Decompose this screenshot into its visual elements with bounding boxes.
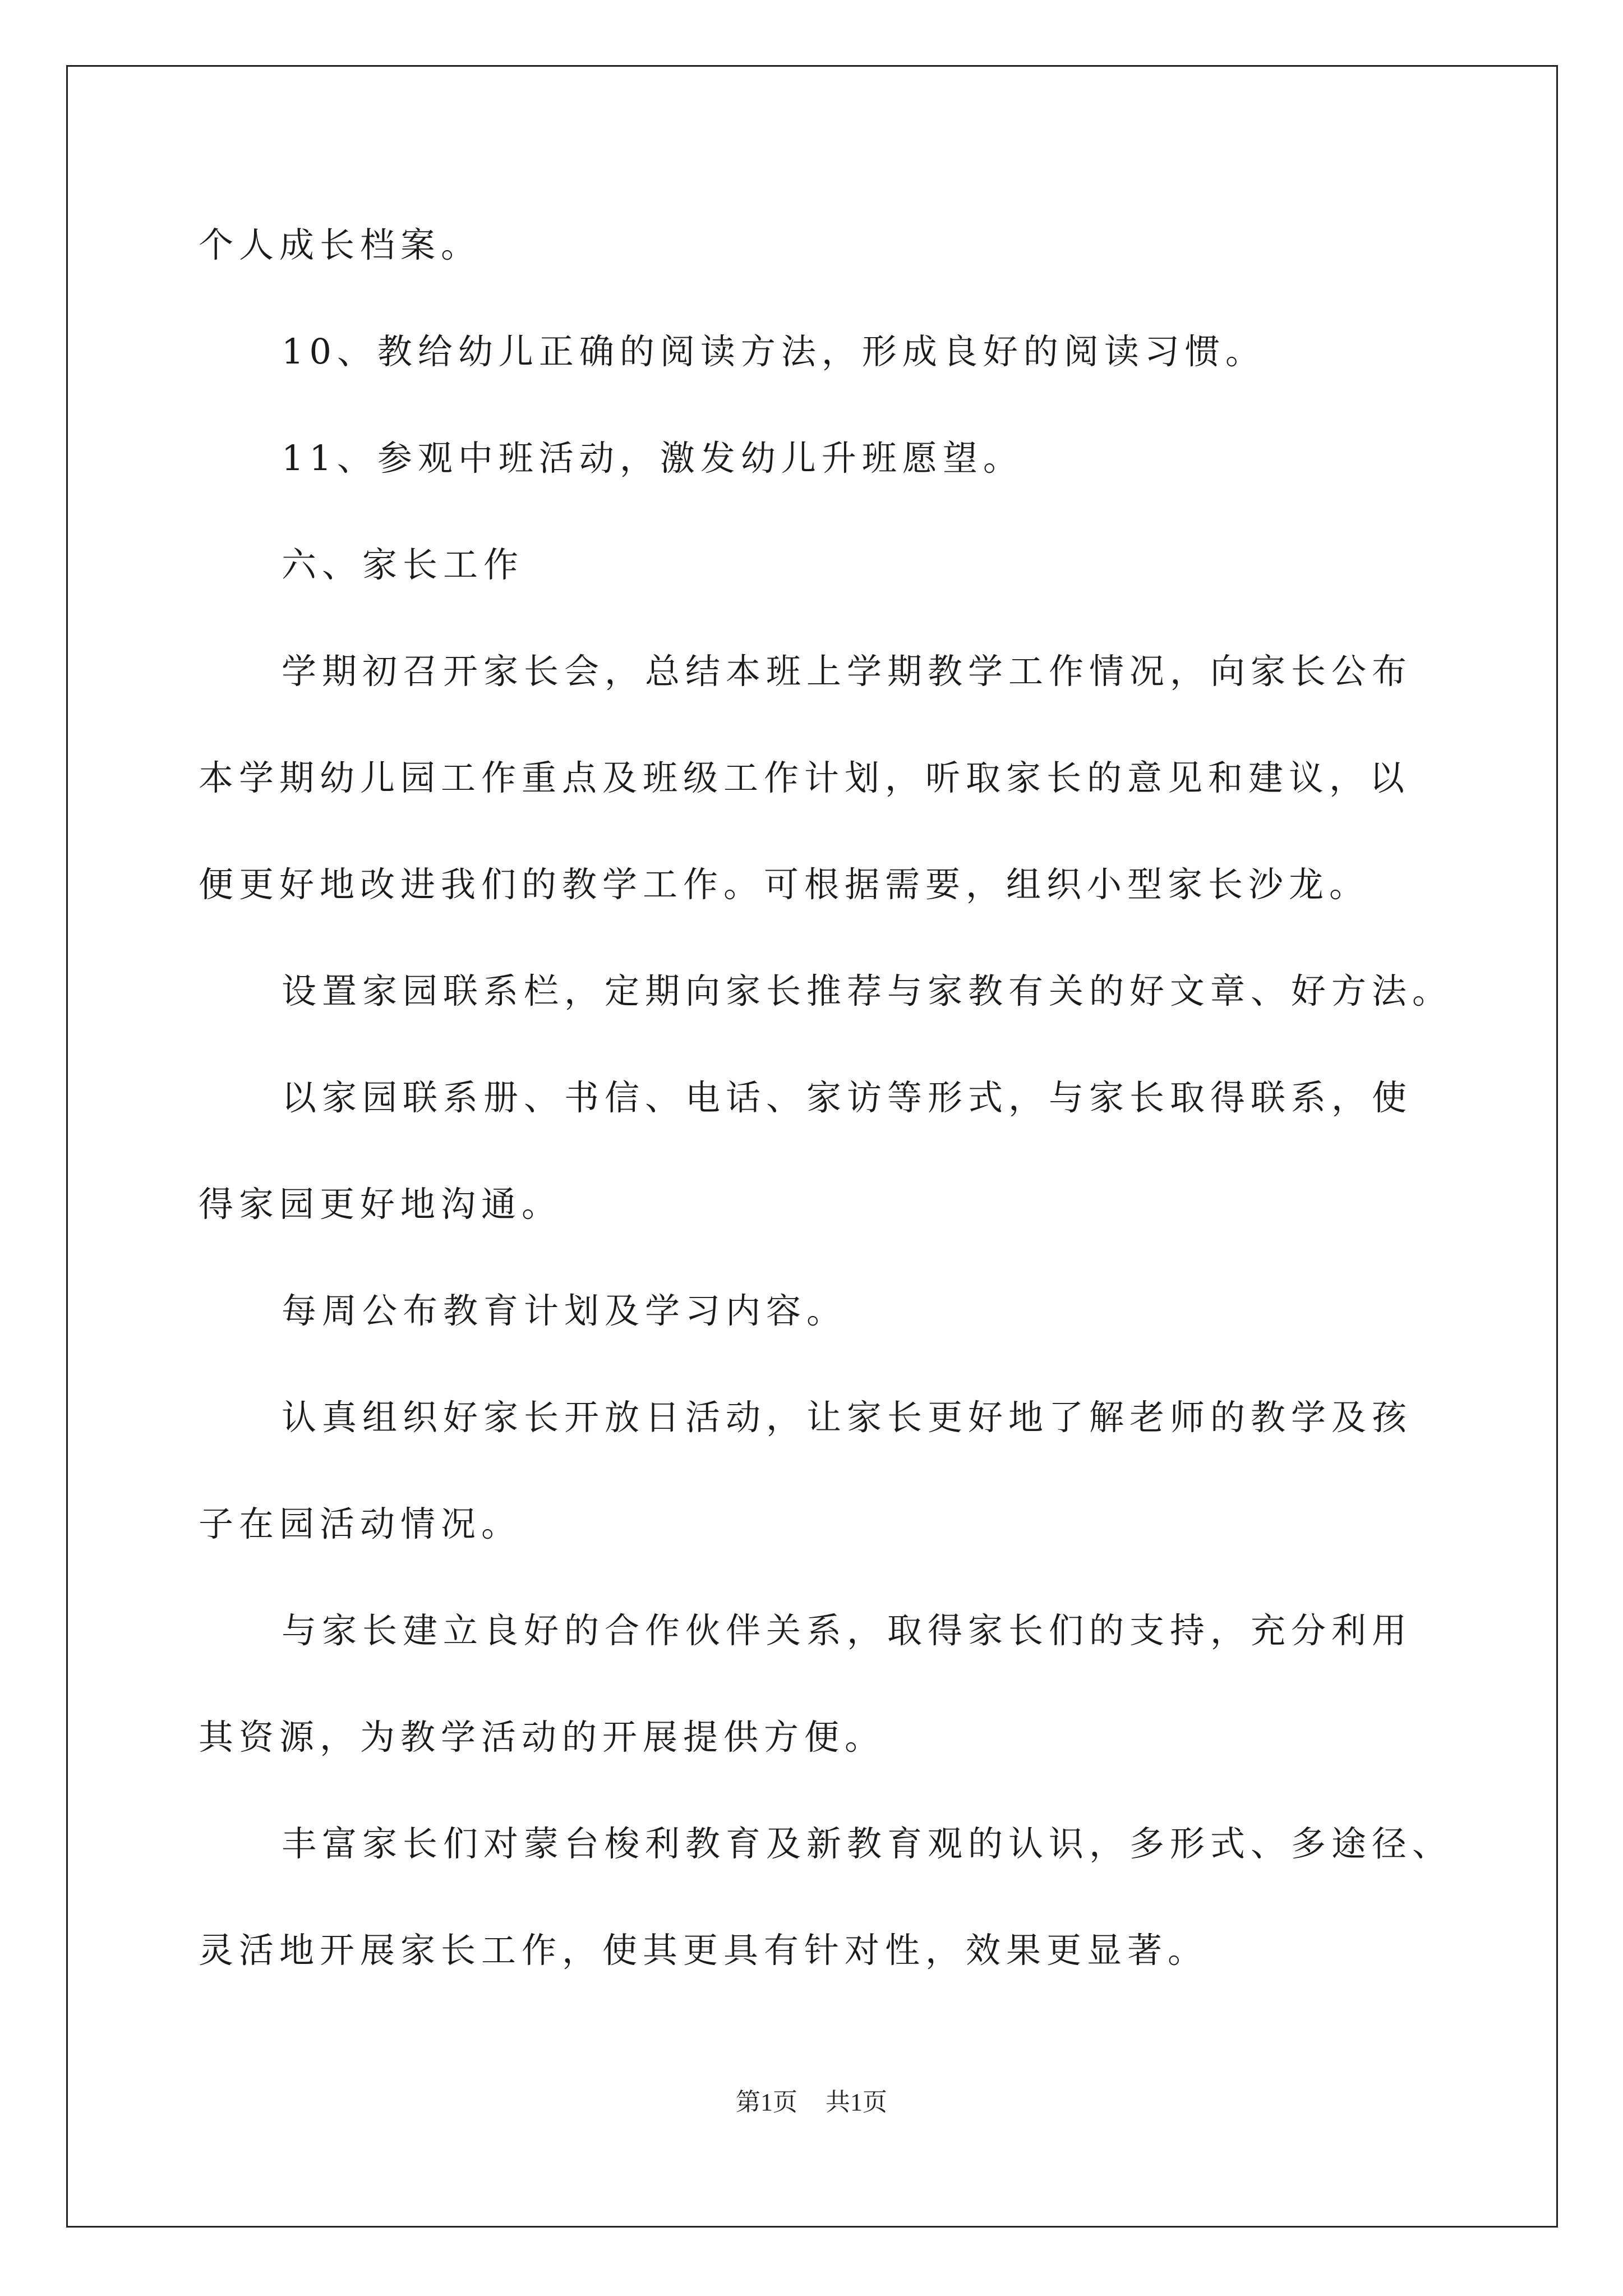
text-line: 其资源，为教学活动的开展提供方便。 bbox=[199, 1717, 886, 1757]
text-line: 10、教给幼儿正确的阅读方法，形成良好的阅读习惯。 bbox=[282, 331, 1266, 372]
text-line: 便更好地改进我们的教学工作。可根据需要，组织小型家长沙龙。 bbox=[199, 864, 1370, 905]
text-line: 与家长建立良好的合作伙伴关系，取得家长们的支持，充分利用 bbox=[282, 1610, 1413, 1651]
text-line: 认真组织好家长开放日活动，让家长更好地了解老师的教学及孩 bbox=[282, 1397, 1413, 1438]
text-line: 以家园联系册、书信、电话、家访等形式，与家长取得联系，使 bbox=[282, 1077, 1413, 1118]
text-line: 个人成长档案。 bbox=[199, 224, 482, 265]
text-line: 得家园更好地沟通。 bbox=[199, 1184, 562, 1225]
text-line: 每周公布教育计划及学习内容。 bbox=[282, 1290, 847, 1331]
text-line: 11、参观中班活动，激发幼儿升班愿望。 bbox=[282, 438, 1023, 478]
text-line: 丰富家长们对蒙台梭利教育及新教育观的认识，多形式、多途径、 bbox=[282, 1823, 1453, 1864]
page-footer bbox=[0, 2086, 1623, 2119]
text-line: 本学期幼儿园工作重点及班级工作计划，听取家长的意见和建议，以 bbox=[199, 757, 1410, 798]
text-line: 灵活地开展家长工作，使其更具有针对性，效果更显著。 bbox=[199, 1930, 1209, 1971]
page-border bbox=[66, 65, 1558, 2228]
text-line: 设置家园联系栏，定期向家长推荐与家教有关的好文章、好方法。 bbox=[282, 970, 1453, 1011]
page-number: 第1页 bbox=[736, 2088, 797, 2116]
text-line: 学期初召开家长会，总结本班上学期教学工作情况，向家长公布 bbox=[282, 651, 1413, 692]
section-heading: 六、家长工作 bbox=[282, 544, 524, 585]
page-total: 共1页 bbox=[826, 2088, 887, 2116]
text-line: 子在园活动情况。 bbox=[199, 1503, 522, 1544]
